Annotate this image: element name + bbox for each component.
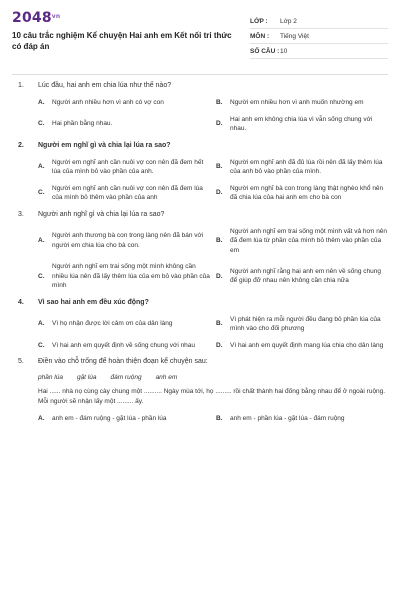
meta-key: MÔN : bbox=[250, 32, 270, 40]
option-c[interactable] bbox=[38, 184, 210, 203]
meta-row-count bbox=[250, 44, 388, 59]
option-a[interactable] bbox=[38, 158, 210, 177]
option-text: Người em nhiều hơn vì anh muốn nhường em bbox=[230, 99, 364, 106]
question-3 bbox=[12, 210, 388, 291]
option-text: Người em nghĩ anh đã đủ lúa rồi nên đã lấy thêm lúa của anh bỏ vào phần của mình. bbox=[230, 158, 383, 175]
option-letter: B. bbox=[216, 163, 223, 171]
logo-suffix: vn bbox=[51, 13, 61, 20]
question-text: Vì sao hai anh em đều xúc động? bbox=[38, 298, 149, 306]
meta-value: Tiếng Việt bbox=[280, 32, 309, 40]
meta-key: SỐ CÂU : bbox=[250, 47, 280, 55]
option-letter: A. bbox=[38, 163, 45, 171]
option-text: Người em nghĩ bà con trong làng thật nghèo khổ nên đã chia lúa của hai anh em cho bà con bbox=[230, 184, 384, 201]
option-text: Người em nghĩ anh cần nuôi vợ con nên đã đem lúa của mình bỏ thêm vào phần của anh bbox=[52, 184, 203, 201]
option-b[interactable] bbox=[216, 98, 388, 108]
option-letter: B. bbox=[216, 99, 223, 106]
option-c[interactable] bbox=[38, 262, 210, 291]
option-text: Người anh thương bà con trong làng nên đã bán với người em chia lúa cho bà con. bbox=[52, 232, 204, 249]
option-letter: C. bbox=[38, 341, 45, 349]
option-letter: C. bbox=[38, 189, 45, 197]
option-text: Hai phần bằng nhau. bbox=[52, 120, 113, 128]
word-bank-item: phần lúa bbox=[38, 374, 63, 381]
option-text: Hai anh em không chia lúa vì vẫn sống chung với nhau. bbox=[230, 115, 373, 132]
option-letter: C. bbox=[38, 120, 45, 128]
option-a[interactable] bbox=[38, 414, 210, 424]
meta-value: 10 bbox=[280, 47, 288, 55]
answer-options bbox=[12, 227, 388, 291]
word-bank-item: đám ruộng bbox=[110, 374, 142, 381]
option-letter: B. bbox=[216, 320, 223, 328]
question-header bbox=[12, 298, 388, 308]
word-bank-item: anh em bbox=[155, 374, 178, 381]
site-logo[interactable] bbox=[12, 10, 232, 26]
option-text: Người anh nghĩ em trai sống một mình không cần nhiều lúa nên đã lấy thêm lúa của em bỏ vào phần của mình bbox=[52, 263, 210, 289]
option-a[interactable] bbox=[38, 227, 210, 256]
question-header bbox=[12, 357, 388, 367]
question-text: Người em nghĩ gì và chia lại lúa ra sao? bbox=[38, 141, 171, 149]
option-d[interactable] bbox=[216, 184, 388, 203]
option-letter: C. bbox=[38, 272, 45, 280]
option-text: anh em - phần lúa - gặt lúa - đám ruộng bbox=[230, 415, 345, 422]
option-letter: D. bbox=[216, 120, 223, 128]
option-text: Vì hai anh em quyết định mang lúa chia cho dân làng bbox=[230, 341, 384, 349]
answer-options bbox=[12, 98, 388, 134]
option-text: Người anh nghĩ rằng hai anh em nên về sống chung để giúp đỡ nhau nên không cần chia nữa bbox=[230, 267, 381, 285]
option-text: Người anh nghĩ em trai sống một mình vất vả hơn nên đã đem lúa từ phần của mình bỏ thêm vào phần của em bbox=[230, 227, 388, 254]
option-text: Vì hai anh em quyết định về sống chung với nhau bbox=[52, 341, 196, 349]
option-d[interactable] bbox=[216, 262, 388, 291]
option-b[interactable] bbox=[216, 315, 388, 334]
word-bank-item: gặt lúa bbox=[76, 374, 97, 381]
option-b[interactable] bbox=[216, 414, 388, 424]
answer-options bbox=[12, 158, 388, 203]
option-a[interactable] bbox=[38, 98, 210, 108]
question-header bbox=[12, 141, 388, 151]
option-text: Vì phát hiện ra mỗi người đều đang bỏ phần lúa của mình vào cho đối phương bbox=[230, 315, 381, 332]
option-c[interactable] bbox=[38, 115, 210, 134]
meta-row-subject bbox=[250, 29, 388, 44]
option-text: Người anh nhiều hơn vì anh có vợ con bbox=[52, 99, 164, 106]
option-b[interactable] bbox=[216, 227, 388, 256]
option-d[interactable] bbox=[216, 115, 388, 134]
answer-options bbox=[12, 315, 388, 351]
option-text: Người em nghĩ anh cần nuôi vợ con nên đã đem hết lúa của mình bỏ vào phần của anh. bbox=[52, 158, 204, 175]
question-header bbox=[12, 210, 388, 220]
option-letter: D. bbox=[216, 189, 223, 197]
question-number: 4. bbox=[18, 298, 24, 306]
document-header bbox=[12, 10, 388, 68]
option-letter: D. bbox=[216, 272, 223, 280]
option-text: Vì họ nhận được lời cảm ơn của dân làng bbox=[52, 320, 173, 328]
option-letter: D. bbox=[216, 341, 223, 349]
option-b[interactable] bbox=[216, 158, 388, 177]
option-letter: A. bbox=[38, 237, 45, 244]
question-number: 2. bbox=[18, 141, 24, 149]
option-text: anh em - đám ruộng - gặt lúa - phần lúa bbox=[52, 415, 167, 422]
option-a[interactable] bbox=[38, 315, 210, 334]
answer-options bbox=[12, 414, 388, 424]
word-bank bbox=[12, 374, 388, 381]
question-text: Người anh nghĩ gì và chia lại lúa ra sao? bbox=[38, 210, 165, 218]
fill-in-passage: Hai ...... nhà nọ cùng cày chung một .......... Ngày mùa tới, họ ......... rồi chất thành hai đống bằng nhau để ở ngoài ruộng. Mỗi người sẽ nhận lấy một ......... ấy. bbox=[38, 388, 386, 405]
question-text: Lúc đầu, hai anh em chia lúa như thế nào? bbox=[38, 82, 172, 89]
question-number: 3. bbox=[18, 210, 24, 218]
option-d[interactable] bbox=[216, 341, 388, 351]
question-text: Điền vào chỗ trống để hoàn thiện đoạn kể chuyện sau: bbox=[38, 358, 208, 365]
question-header bbox=[12, 81, 388, 91]
question-1 bbox=[12, 81, 388, 134]
option-c[interactable] bbox=[38, 341, 210, 351]
option-letter: A. bbox=[38, 320, 45, 328]
meta-key: LỚP : bbox=[250, 17, 268, 25]
question-5 bbox=[12, 357, 388, 424]
question-number: 5. bbox=[18, 358, 24, 365]
document-title: 10 câu trắc nghiệm Kể chuyện Hai anh em Kết nối tri thức có đáp án bbox=[12, 31, 232, 51]
option-letter: A. bbox=[38, 415, 45, 422]
meta-table bbox=[250, 10, 388, 68]
option-letter: B. bbox=[216, 237, 223, 244]
meta-row-grade bbox=[250, 14, 388, 29]
question-2 bbox=[12, 141, 388, 203]
question-number: 1. bbox=[18, 82, 24, 89]
header-left bbox=[12, 10, 232, 68]
header-divider bbox=[12, 74, 388, 75]
meta-value: Lớp 2 bbox=[280, 17, 297, 25]
option-letter: A. bbox=[38, 99, 45, 106]
option-letter: B. bbox=[216, 415, 223, 422]
logo-text: 2048 bbox=[12, 10, 52, 26]
question-4 bbox=[12, 298, 388, 351]
